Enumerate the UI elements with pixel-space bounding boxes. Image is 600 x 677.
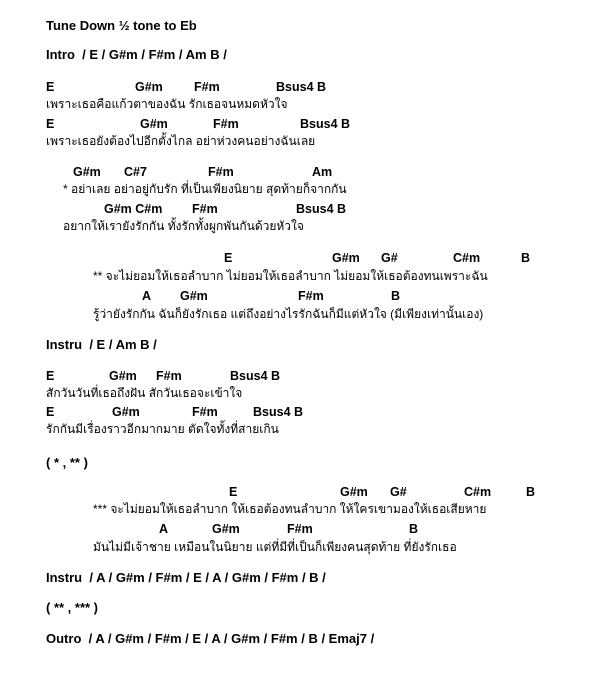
- chord: C#m: [453, 251, 481, 265]
- lyric-line: มันไม่มีเจ้าชาย เหมือนในนิยาย แต่ที่มีที่เป็นก็เพียงคนสุดท้าย ที่ยังรักเธอ: [93, 540, 457, 554]
- chord: Bsus4 B: [253, 405, 304, 419]
- lyric-line: อยากให้เรายังรักกัน ทั้งรักทั้งผูกพันกันด้วยหัวใจ: [63, 219, 304, 233]
- lyric-line: รู้ว่ายังรักกัน ฉันก็ยังรักเธอ แต่ถึงอย่างไรรักฉันก็มีแต่หัวใจ (มีเพียงเท่านั้นเอง): [93, 307, 484, 321]
- chord: F#m: [213, 117, 239, 131]
- repeat-marker: ( ** , *** ): [46, 600, 99, 615]
- chord: G#m: [73, 165, 101, 179]
- chord: E: [46, 117, 55, 131]
- chord: E: [46, 405, 55, 419]
- chord: A: [142, 289, 152, 303]
- chord: G#m: [340, 485, 368, 499]
- chord: G#m: [135, 80, 163, 94]
- chord: G#m: [109, 369, 137, 383]
- lyric-line: ** จะไม่ยอมให้เธอลำบาก ไม่ยอมให้เธอลำบาก ไม่ยอมให้เธอต้องทนเพราะฉัน: [93, 269, 488, 283]
- chord: G#m: [112, 405, 140, 419]
- chord: E: [229, 485, 238, 499]
- chord: B: [521, 251, 531, 265]
- chord: G#: [390, 485, 407, 499]
- repeat-marker: ( * , ** ): [46, 455, 88, 470]
- chord: C#m: [464, 485, 492, 499]
- lyric-line: เพราะเธอยังต้องไปอีกตั้งไกล อย่าห่วงคนอย่างฉันเลย: [46, 134, 316, 148]
- instru-line: Instru / E / Am B /: [46, 337, 157, 352]
- chord: F#m: [298, 289, 324, 303]
- chord: E: [46, 80, 55, 94]
- instru-line: Instru / A / G#m / F#m / E / A / G#m / F#m / B /: [46, 570, 326, 585]
- lyric-line: * อย่าเลย อย่าอยู่กับรัก ที่เป็นเพียงนิยาย สุดท้ายก็จากกัน: [63, 182, 347, 196]
- chord: G#m: [180, 289, 208, 303]
- chord: F#m: [156, 369, 182, 383]
- chord: F#m: [208, 165, 234, 179]
- chord: Bsus4 B: [276, 80, 327, 94]
- outro-line: Outro / A / G#m / F#m / E / A / G#m / F#m / B / Emaj7 /: [46, 631, 375, 646]
- chord: A: [159, 522, 169, 536]
- chord: F#m: [192, 405, 218, 419]
- lyric-line: สักวันวันที่เธอถึงฝัน สักวันเธอจะเข้าใจ: [46, 386, 243, 400]
- chord: E: [224, 251, 233, 265]
- chord: E: [46, 369, 55, 383]
- intro-line: Intro / E / G#m / F#m / Am B /: [46, 47, 227, 62]
- chord: Am: [312, 165, 333, 179]
- chord: F#m: [287, 522, 313, 536]
- chord: G#m: [212, 522, 240, 536]
- chord: B: [391, 289, 401, 303]
- chord: Bsus4 B: [230, 369, 281, 383]
- chord: C#7: [124, 165, 147, 179]
- chord: G#m: [140, 117, 168, 131]
- lyric-line: รักกันมีเรื่องราวอีกมากมาย ตัดใจทั้งที่สายเกิน: [46, 422, 279, 436]
- lyric-line: เพราะเธอคือแก้วตาของฉัน รักเธอจนหมดหัวใจ: [46, 97, 288, 111]
- chord: G#m: [332, 251, 360, 265]
- chord: B: [526, 485, 536, 499]
- chord: G#m C#m: [104, 202, 163, 216]
- chord: Bsus4 B: [300, 117, 351, 131]
- tuning-note: Tune Down ½ tone to Eb: [46, 18, 197, 33]
- lyric-line: *** จะไม่ยอมให้เธอลำบาก ให้เธอต้องทนลำบาก ให้ใครเขามองให้เธอเสียหาย: [93, 502, 487, 516]
- chord: G#: [381, 251, 398, 265]
- chord: Bsus4 B: [296, 202, 347, 216]
- chord: F#m: [194, 80, 220, 94]
- chord: B: [409, 522, 419, 536]
- chord: F#m: [192, 202, 218, 216]
